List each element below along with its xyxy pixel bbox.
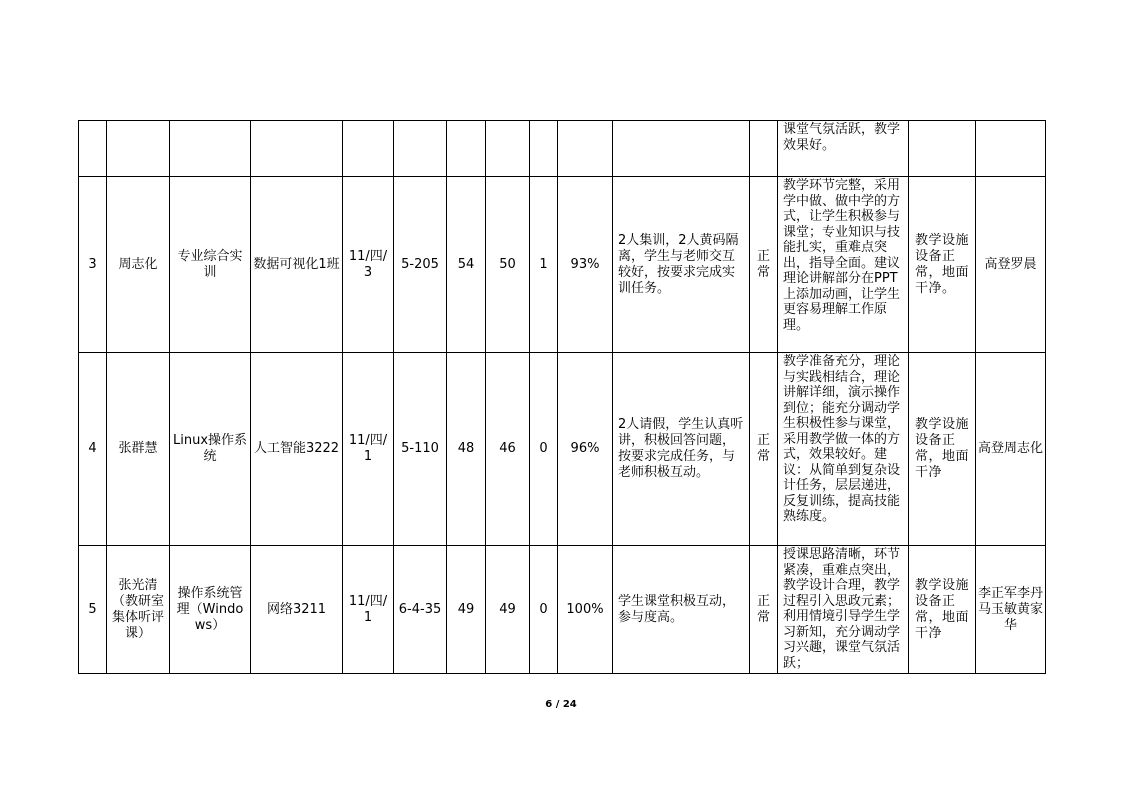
listener-names: 李正军李丹马玉敏黄家华: [976, 546, 1046, 674]
enrolled-count: 54: [447, 177, 486, 353]
row-number: 4: [79, 353, 107, 546]
course-name: 专业综合实训: [170, 177, 251, 353]
present-count: 46: [486, 353, 530, 546]
facilities-note: [909, 121, 976, 177]
late-count: 0: [530, 353, 558, 546]
table-row: [79, 353, 1046, 546]
class-date: 11/四/3: [343, 177, 394, 353]
classroom: 5-110: [394, 353, 447, 546]
class-date: [343, 121, 394, 177]
teaching-evaluation: 教学准备充分，理论与实践相结合，理论讲解详细，演示操作到位；能充分调动学生积极性参与课堂，采用教学做一体的方式，效果较好。建议：从简单到复杂设计任务，层层递进，反复训练，提高技能熟练度。: [778, 353, 909, 546]
attendance-note: [613, 121, 750, 177]
class-date: 11/四/1: [343, 546, 394, 674]
page-number: 6 / 24: [545, 699, 577, 710]
classroom: 5-205: [394, 177, 447, 353]
present-count: [486, 121, 530, 177]
facilities-note: 教学设施设备正常，地面干净: [909, 546, 976, 674]
class-name: 人工智能3222: [251, 353, 343, 546]
attendance-note: 2人集训，2人黄码隔离，学生与老师交互较好，按要求完成实训任务。: [613, 177, 750, 353]
teaching-evaluation: 课堂气氛活跃，教学效果好。: [778, 121, 909, 177]
table-row: [79, 546, 1046, 674]
class-name: 数据可视化1班: [251, 177, 343, 353]
enrolled-count: 48: [447, 353, 486, 546]
course-name: Linux操作系统: [170, 353, 251, 546]
row-number: 3: [79, 177, 107, 353]
facilities-note: 教学设施设备正常，地面干净: [909, 353, 976, 546]
attendance-rate: 100%: [558, 546, 613, 674]
class-date: 11/四/1: [343, 353, 394, 546]
attendance-rate: 96%: [558, 353, 613, 546]
class-status: 正常: [750, 546, 778, 674]
late-count: 0: [530, 546, 558, 674]
listener-names: [976, 121, 1046, 177]
enrolled-count: [447, 121, 486, 177]
lecture-evaluation-table: [78, 120, 1046, 674]
attendance-note: 学生课堂积极互动，参与度高。: [613, 546, 750, 674]
listener-names: 高登周志化: [976, 353, 1046, 546]
class-status: 正常: [750, 353, 778, 546]
late-count: 1: [530, 177, 558, 353]
attendance-rate: [558, 121, 613, 177]
row-number: [79, 121, 107, 177]
teacher-name: [107, 121, 170, 177]
course-name: 操作系统管理（Windows）: [170, 546, 251, 674]
classroom: [394, 121, 447, 177]
class-name: [251, 121, 343, 177]
class-status: 正常: [750, 177, 778, 353]
late-count: [530, 121, 558, 177]
teaching-evaluation: 教学环节完整，采用学中做、做中学的方式，让学生积极参与课堂；专业知识与技能扎实，重难点突出，指导全面。建议理论讲解部分在PPT上添加动画，让学生更容易理解工作原理。: [778, 177, 909, 353]
enrolled-count: 49: [447, 546, 486, 674]
table-row: [79, 121, 1046, 177]
class-status: [750, 121, 778, 177]
facilities-note: 教学设施设备正常，地面干净。: [909, 177, 976, 353]
listener-names: 高登罗晨: [976, 177, 1046, 353]
class-name: 网络3211: [251, 546, 343, 674]
present-count: 50: [486, 177, 530, 353]
teaching-evaluation: 授课思路清晰，环节紧凑，重难点突出，教学设计合理，教学过程引入思政元素；利用情境引导学生学习新知，充分调动学习兴趣，课堂气氛活跃；: [778, 546, 909, 674]
present-count: 49: [486, 546, 530, 674]
teacher-name: 张群慧: [107, 353, 170, 546]
row-number: 5: [79, 546, 107, 674]
attendance-rate: 93%: [558, 177, 613, 353]
teacher-name: 周志化: [107, 177, 170, 353]
table-row: [79, 177, 1046, 353]
teacher-name: 张光清（教研室集体听评课）: [107, 546, 170, 674]
attendance-note: 2人请假，学生认真听讲，积极回答问题，按要求完成任务，与老师积极互动。: [613, 353, 750, 546]
course-name: [170, 121, 251, 177]
classroom: 6-4-35: [394, 546, 447, 674]
